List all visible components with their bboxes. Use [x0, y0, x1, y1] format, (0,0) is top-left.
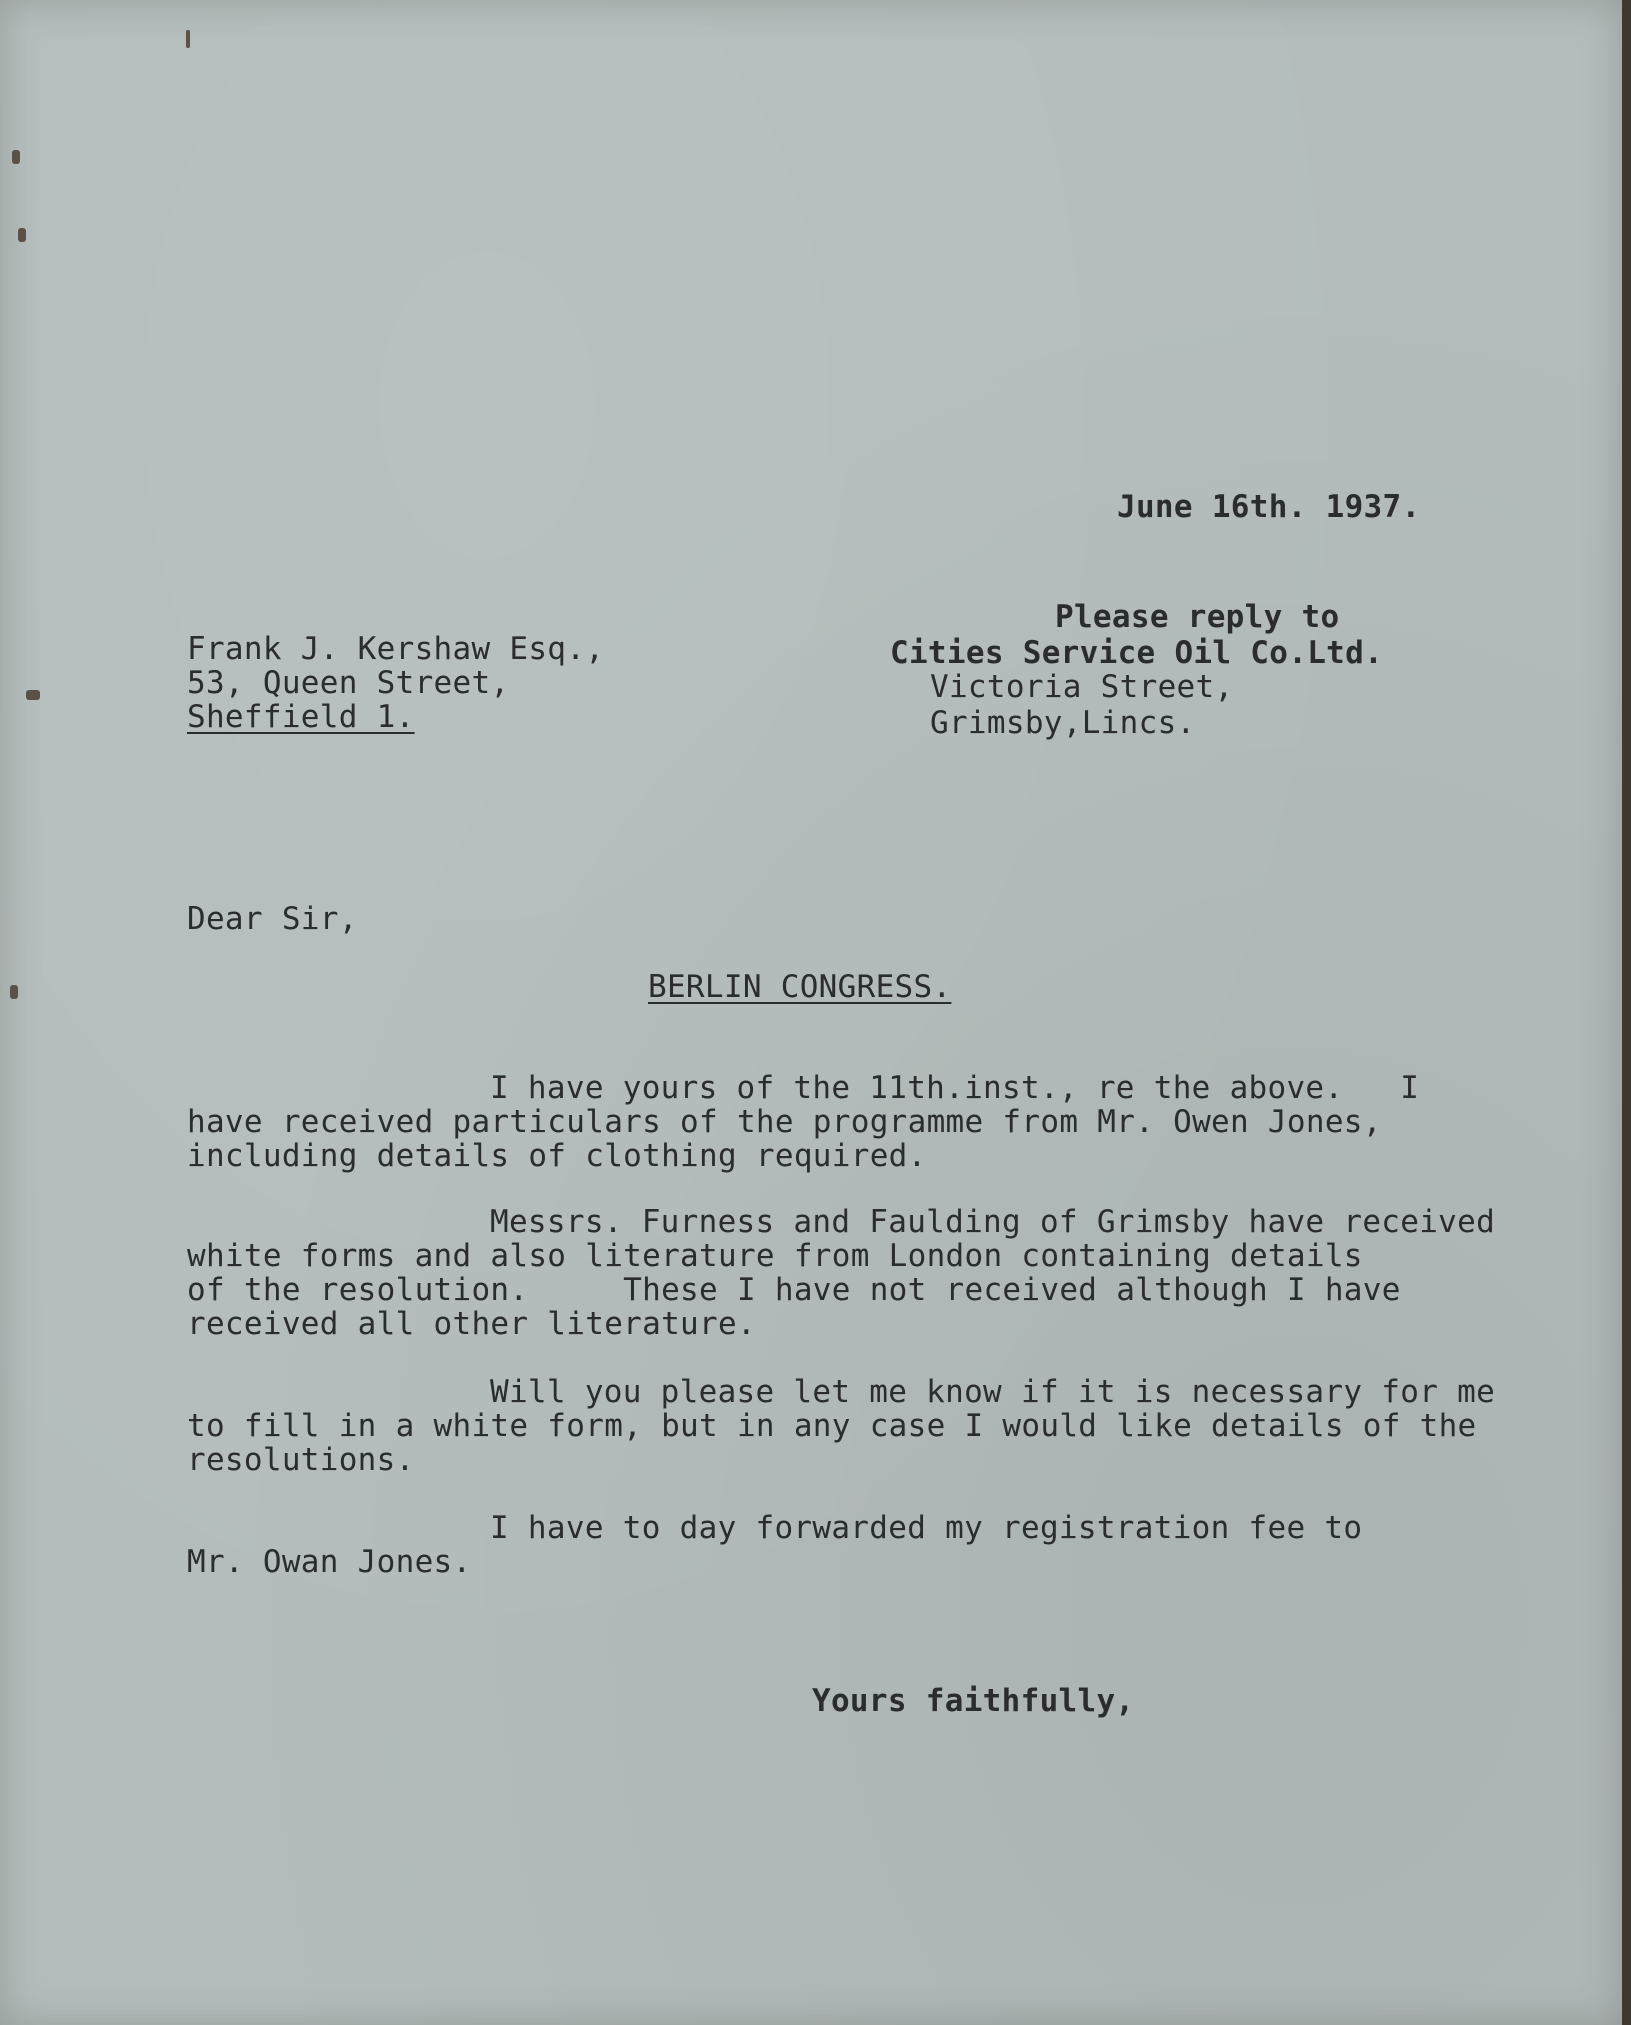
paragraph-line: resolutions. [187, 1442, 415, 1478]
page-edge [1622, 0, 1631, 2025]
letter-subject: BERLIN CONGRESS. [648, 969, 952, 1005]
paragraph-line: Will you please let me know if it is necessary for me [490, 1374, 1496, 1410]
punch-mark-top [186, 30, 190, 48]
paragraph-line: white forms and also literature from London containing details [187, 1238, 1363, 1274]
salutation: Dear Sir, [187, 901, 358, 937]
reply-city: Grimsby,Lincs. [930, 705, 1196, 741]
paragraph-line: I have to day forwarded my registration fee to [490, 1510, 1363, 1546]
paragraph-line: have received particulars of the programme from Mr. Owen Jones, [187, 1104, 1382, 1140]
paragraph-line: Mr. Owan Jones. [187, 1544, 472, 1580]
paragraph-line: Messrs. Furness and Faulding of Grimsby have received [490, 1204, 1496, 1240]
punch-mark-mid-left [18, 228, 26, 242]
recipient-name: Frank J. Kershaw Esq., [187, 631, 605, 667]
paragraph-line: to fill in a white form, but in any case I would like details of the [187, 1408, 1477, 1444]
paragraph-line: including details of clothing required. [187, 1138, 927, 1174]
paragraph-line: of the resolution. These I have not received although I have [187, 1272, 1401, 1308]
punch-mark-lower-left [10, 985, 18, 999]
reply-to-label: Please reply to [1055, 599, 1340, 635]
paragraph-line: received all other literature. [187, 1306, 756, 1342]
punch-mark-middle-left [26, 690, 40, 700]
paragraph-line: I have yours of the 11th.inst., re the above. I [490, 1070, 1420, 1106]
reply-street: Victoria Street, [930, 669, 1234, 705]
punch-mark-upper-left [12, 150, 20, 164]
reply-company: Cities Service Oil Co.Ltd. [890, 635, 1384, 671]
letter-date: June 16th. 1937. [1117, 489, 1421, 525]
recipient-street: 53, Queen Street, [187, 665, 510, 701]
recipient-city: Sheffield 1. [187, 699, 415, 735]
letter-closing: Yours faithfully, [812, 1683, 1135, 1719]
